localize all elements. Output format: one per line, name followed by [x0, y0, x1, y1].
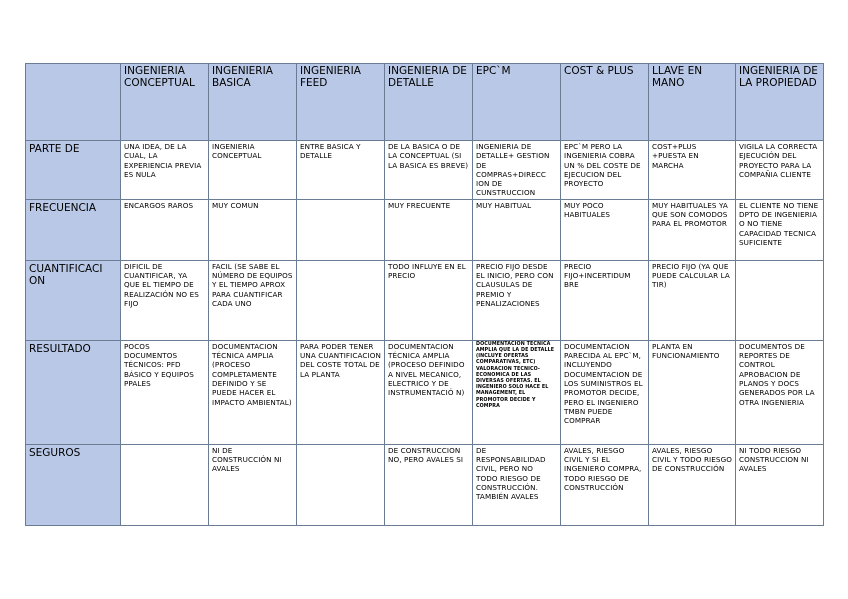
table-cell: COST+PLUS +PUESTA EN MARCHA: [649, 141, 736, 200]
table-row: [26, 141, 824, 200]
table-cell: PRECIO FIJO DESDE EL INICIO, PERO CON CLAUSULAS DE PREMIO Y PENALIZACIONES: [473, 260, 561, 340]
table-cell: ENCARGOS RAROS: [121, 199, 209, 260]
table-cell: DIFICIL DE CUANTIFICAR, YA QUE EL TIEMPO DE REALIZACIÓN NO ES FIJO: [121, 260, 209, 340]
table-cell: PLANTA EN FUNCIONAMIENTO: [649, 340, 736, 444]
table-row: [26, 444, 824, 525]
row-header-parte-de: PARTE DE: [26, 141, 121, 200]
table-cell: INGENIERIA CONCEPTUAL: [209, 141, 297, 200]
table-cell: DE CONSTRUCCION NO, PERO AVALES SI: [385, 444, 473, 525]
table-cell: MUY FRECUENTE: [385, 199, 473, 260]
row-header-seguros: SEGUROS: [26, 444, 121, 525]
table-cell: MUY HABITUALES YA QUE SON COMODOS PARA EL PROMOTOR: [649, 199, 736, 260]
col-header-epcm: EPC`M: [473, 64, 561, 141]
table-cell: MUY COMUN: [209, 199, 297, 260]
comparison-table: [25, 63, 824, 526]
table-row: [26, 199, 824, 260]
col-header-ingenieria-de-la-propiedad: INGENIERIA DE LA PROPIEDAD: [736, 64, 824, 141]
table-cell: DOCUMENTACION TÉCNICA AMPLIA QUE LA DE DETALLE (INCLUYE OFERTAS COMPARATIVAS, ETC) VALORACION TECNICO-ECONOMICA DE LAS DIVERSAS OFERTAS. EL INGENIERO SOLO HACE EL MANAGEMENT, EL PROMOTOR DECIDE Y COMPRA: [473, 340, 561, 444]
table-cell: DOCUMENTACION TÉCNICA AMPLIA (PROCESO COMPLETAMENTE DEFINIDO Y SE PUEDE HACER EL IMPACTO AMBIENTAL): [209, 340, 297, 444]
table-cell: INGENIERIA DE DETALLE+ GESTION DE COMPRAS+DIRECC ION DE CUNSTRUCCION: [473, 141, 561, 200]
table-cell: MUY POCO HABITUALES: [561, 199, 649, 260]
col-header-ingenieria-conceptual: INGENIERIA CONCEPTUAL: [121, 64, 209, 141]
table-cell: POCOS DOCUMENTOS TÉCNICOS: PFD BÁSICO Y EQUIPOS PPALES: [121, 340, 209, 444]
row-header-resultado: RESULTADO: [26, 340, 121, 444]
table-cell: DOCUMENTACION TÉCNICA AMPLIA (PROCESO DEFINIDO A NIVEL MECANICO, ELECTRICO Y DE INSTRUMENTACIÓ N): [385, 340, 473, 444]
col-header-ingenieria-basica: INGENIERIA BASICA: [209, 64, 297, 141]
table-cell: TODO INFLUYE EN EL PRECIO: [385, 260, 473, 340]
table-cell: [297, 260, 385, 340]
col-header-llave-en-mano: LLAVE EN MANO: [649, 64, 736, 141]
table-cell: PARA PODER TENER UNA CUANTIFICACION DEL COSTE TOTAL DE LA PLANTA: [297, 340, 385, 444]
table-row: [26, 260, 824, 340]
row-header-cuantificacion: CUANTIFICACI ON: [26, 260, 121, 340]
table-cell: PRECIO FIJO+INCERTIDUM BRE: [561, 260, 649, 340]
table-cell: UNA IDEA, DE LA CUAL, LA EXPERIENCIA PREVIA ES NULA: [121, 141, 209, 200]
table-cell: ENTRE BASICA Y DETALLE: [297, 141, 385, 200]
table-cell: FACIL (SE SABE EL NÚMERO DE EQUIPOS Y EL TIEMPO APROX PARA CUANTIFICAR CADA UNO: [209, 260, 297, 340]
col-header-ingenieria-de-detalle: INGENIERIA DE DETALLE: [385, 64, 473, 141]
table-cell: EL CLIENTE NO TIENE DPTO DE INGENIERIA O NO TIENE CAPACIDAD TECNICA SUFICIENTE: [736, 199, 824, 260]
table-row: [26, 340, 824, 444]
table-cell: [736, 260, 824, 340]
table-cell: [297, 444, 385, 525]
table-cell: MUY HABITUAL: [473, 199, 561, 260]
col-header-ingenieria-feed: INGENIERIA FEED: [297, 64, 385, 141]
table-cell: DE RESPONSABILIDAD CIVIL, PERO NO TODO RIESGO DE CONSTRUCCIÓN. TAMBIÉN AVALES: [473, 444, 561, 525]
table-cell: DOCUMENTOS DE REPORTES DE CONTROL APROBACION DE PLANOS Y DOCS GENERADOS POR LA OTRA INGENIERIA: [736, 340, 824, 444]
table-cell: NI TODO RIESGO CONSTRUCCION NI AVALES: [736, 444, 824, 525]
table-cell: DOCUMENTACION PARECIDA AL EPC`M, INCLUYENDO DOCUMENTACION DE LOS SUMINISTROS EL PROMOTOR DECIDE, PERO EL INGENIERO TMBN PUEDE COMPRAR: [561, 340, 649, 444]
table-cell: [297, 199, 385, 260]
table-cell: NI DE CONSTRUCCIÓN NI AVALES: [209, 444, 297, 525]
table-cell: AVALES, RIESGO CIVIL Y SI EL INGENIERO COMPRA, TODO RIESGO DE CONSTRUCCIÓN: [561, 444, 649, 525]
table-cell: DE LA BASICA O DE LA CONCEPTUAL (SI LA BASICA ES BREVE): [385, 141, 473, 200]
corner-cell: [26, 64, 121, 141]
col-header-cost-plus: COST & PLUS: [561, 64, 649, 141]
table-cell: PRECIO FIJO (YA QUE PUEDE CALCULAR LA TIR): [649, 260, 736, 340]
table-cell: [121, 444, 209, 525]
table-cell: AVALES, RIESGO CIVIL Y TODO RIESGO DE CONSTRUCCIÓN: [649, 444, 736, 525]
table-cell: VIGILA LA CORRECTA EJECUCIÓN DEL PROYECTO PARA LA COMPAÑIA CLIENTE: [736, 141, 824, 200]
table-cell: EPC`M PERO LA INGENIERIA COBRA UN % DEL COSTE DE EJECUCION DEL PROYECTO: [561, 141, 649, 200]
header-row: [26, 64, 824, 141]
row-header-frecuencia: FRECUENCIA: [26, 199, 121, 260]
